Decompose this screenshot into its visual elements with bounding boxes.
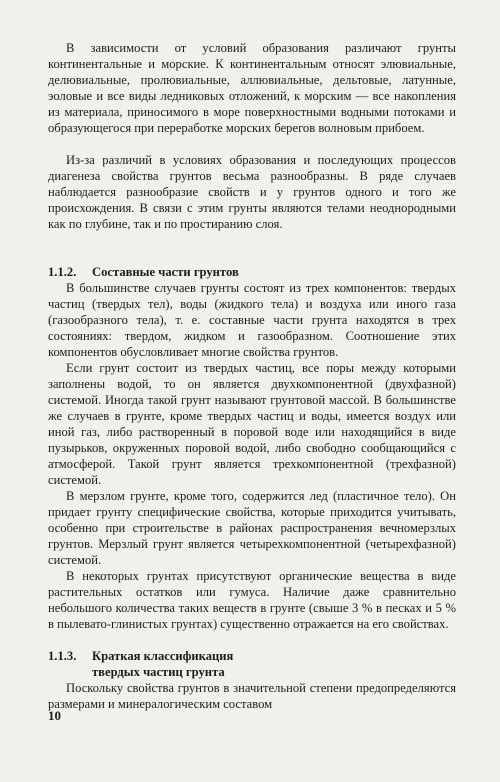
section-number: 1.1.2.: [48, 265, 77, 279]
paragraph-frozen-soil: В мерзлом грунте, кроме того, содержится лед (пластичное тело). Он придает грунту специфические свойства, которые приходится учитывать, особенно при строительстве в районах распространения вечномерзлых грунтов. Мерзлый грунт является четырехкомпонентной (четырехфазной) системой.: [48, 489, 456, 567]
paragraph-soil-origin: В зависимости от условий образования различают грунты континентальные и морские. К континентальным относят элювиальные, делювиальные, пролювиальные, аллювиальные, дельтовые, латунные, эоловые и все виды ледниковых отложений, к морским — все накопления из материала, приносимого в море поверхностными водными потоками и образующегося при переработке морских берегов волновым прибоем.: [48, 41, 456, 135]
paragraph-three-components: В большинстве случаев грунты состоят из трех компонентов: твердых частиц (твердых тел), воды (жидкого тела) и воздуха или иного газа (газообразного тела), т. е. составные части грунта находятся в трех состояниях: твердом, жидком и газообразном. Соотношение этих компонентов обусловливает многие свойства грунтов.: [48, 281, 456, 359]
page-number: 10: [48, 708, 61, 723]
paragraph-two-phase-system: Если грунт состоит из твердых частиц, все поры между которыми заполнены водой, то он является двухкомпонентной (двухфазной) системой. Иногда такой грунт называют грунтовой массой. В большинстве же случаев в грунте, кроме твердых частиц и воды, имеется воздух или иной газ, либо растворенный в поровой воде или находящийся в виде пузырьков, окруженных поровой водой, либо свободно сообщающийся с атмосферой. Такой грунт является трехкомпонентной (трехфазной) системой.: [48, 361, 456, 487]
paragraph-organic-matter: В некоторых грунтах присутствуют органические вещества в виде растительных остатков или гумуса. Наличие даже сравнительно небольшого количества таких веществ в грунте (свыше 3 % в песках и 5 % в пылевато-глинистых грунтах) существенно отражается на его свойствах.: [48, 569, 456, 631]
section-title: Составные части грунтов: [92, 265, 239, 279]
paragraph-classification-intro: Поскольку свойства грунтов в значительной степени предопределяются размерами и минералогическим составом: [48, 681, 456, 711]
section-heading-1-1-3: [48, 648, 233, 680]
section-heading-1-1-2: [48, 264, 239, 280]
section-number: 1.1.3.: [48, 649, 77, 663]
paragraph-diagenesis: Из-за различий в условиях образования и последующих процессов диагенеза свойства грунтов весьма разнообразны. В ряде случаев наблюдается разнообразие свойств и у грунтов одного и того же происхождения. В связи с этим грунты являются телами неоднородными как по глубине, так и по простиранию слоя.: [48, 153, 456, 231]
section-subtitle: твердых частиц грунта: [92, 665, 225, 679]
section-title: Краткая классификация: [92, 649, 234, 663]
